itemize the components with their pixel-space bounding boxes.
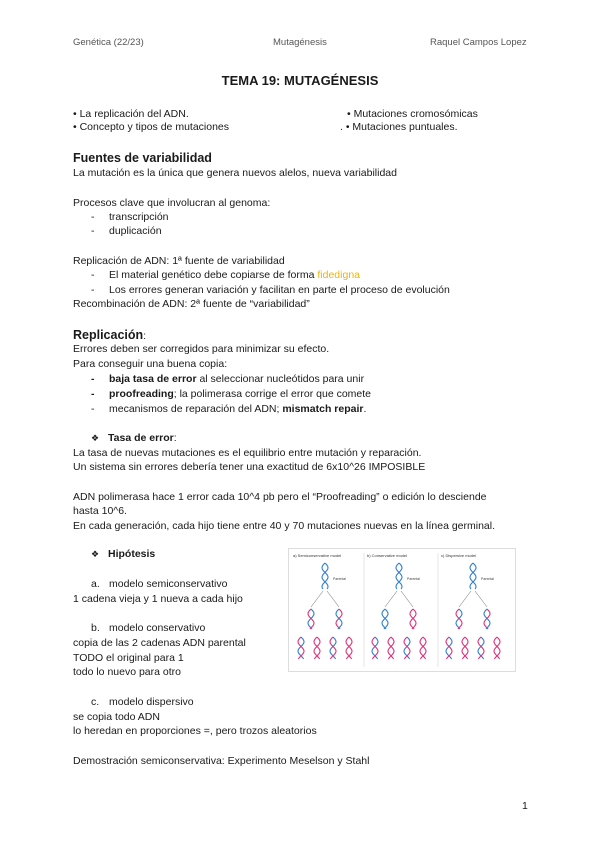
list-item: proofreading; la polimerasa corrige el error que comete xyxy=(109,388,372,400)
dna-helix-icon xyxy=(446,637,452,659)
paragraph: copia de las 2 cadenas ADN parental xyxy=(73,637,246,649)
dna-helix-icon xyxy=(314,637,320,659)
dash-bullet: - xyxy=(91,211,95,223)
paragraph: Recombinación de ADN: 2ª fuente de “variabilidad” xyxy=(73,298,310,310)
dna-helix-icon xyxy=(420,637,426,659)
dash-bullet: - xyxy=(91,388,95,400)
dna-helix-icon xyxy=(382,609,388,629)
dna-helix-icon xyxy=(494,637,500,659)
dna-helix-icon xyxy=(484,609,490,629)
diamond-bullet-icon: ❖ xyxy=(91,433,100,443)
subheading-hipotesis: Hipótesis xyxy=(108,548,156,560)
paragraph: 1 cadena vieja y 1 nueva a cada hijo xyxy=(73,593,243,605)
header-course: Genética (22/23) xyxy=(73,37,144,48)
toc-item: • La replicación del ADN. xyxy=(73,108,189,120)
page-number: 1 xyxy=(522,800,528,812)
header-topic: Mutagénesis xyxy=(273,37,327,48)
dna-helix-icon xyxy=(298,637,304,659)
panel-title: c) Dispersive model xyxy=(441,553,477,558)
panel-title: a) Semiconservative model xyxy=(293,553,342,558)
dash-bullet: - xyxy=(91,225,95,237)
dna-helix-icon xyxy=(462,637,468,659)
list-item: modelo conservativo xyxy=(109,622,206,634)
list-label: b. xyxy=(91,622,100,634)
list-item: modelo semiconservativo xyxy=(109,578,228,590)
list-item: transcripción xyxy=(109,211,169,223)
parental-label: Parental xyxy=(333,577,347,581)
list-label: c. xyxy=(91,696,100,708)
paragraph: Procesos clave que involucran al genoma: xyxy=(73,197,271,209)
paragraph: Un sistema sin errores debería tener una exactitud de 6x10^26 IMPOSIBLE xyxy=(73,461,426,473)
list-item: mecanismos de reparación del ADN; mismatch repair. xyxy=(109,403,367,415)
dna-helix-icon xyxy=(470,563,476,589)
paragraph: TODO el original para 1 xyxy=(73,652,184,664)
dna-models-illustration xyxy=(289,549,515,671)
dna-helix-icon xyxy=(456,609,462,629)
toc-item: • Concepto y tipos de mutaciones xyxy=(73,121,230,133)
panel-title: b) Conservative model xyxy=(367,553,408,558)
dna-helix-icon xyxy=(346,637,352,659)
list-item: Los errores generan variación y facilitan en parte el proceso de evolución xyxy=(109,284,450,296)
paragraph: lo heredan en proporciones =, pero trozos aleatorios xyxy=(73,725,317,737)
dna-helix-icon xyxy=(404,637,410,659)
parental-label: Parental xyxy=(407,577,421,581)
dash-bullet: - xyxy=(91,373,95,385)
paragraph: En cada generación, cada hijo tiene entre 40 y 70 mutaciones nuevas en la línea germinal. xyxy=(73,520,496,532)
replication-models-figure xyxy=(288,548,516,672)
toc-item: • Mutaciones cromosómicas xyxy=(347,108,478,120)
dna-helix-icon xyxy=(372,637,378,659)
paragraph: Demostración semiconservativa: Experimento Meselson y Stahl xyxy=(73,755,370,767)
highlight-text: fidedigna xyxy=(317,269,360,281)
dash-bullet: - xyxy=(91,269,95,281)
header-author: Raquel Campos Lopez xyxy=(430,37,527,48)
section-heading-replicacion: Replicación: xyxy=(73,328,147,342)
dna-helix-icon xyxy=(396,563,402,589)
diamond-bullet-icon: ❖ xyxy=(91,549,100,559)
list-item: El material genético debe copiarse de forma fidedigna xyxy=(109,269,360,281)
parental-label: Parental xyxy=(481,577,495,581)
dna-helix-icon xyxy=(336,609,342,629)
paragraph: hasta 10^6. xyxy=(73,505,127,517)
paragraph: Para conseguir una buena copia: xyxy=(73,358,228,370)
dna-helix-icon xyxy=(330,637,336,659)
dna-helix-icon xyxy=(388,637,394,659)
dash-bullet: - xyxy=(91,403,95,415)
section-heading-fuentes: Fuentes de variabilidad xyxy=(73,151,212,165)
list-item: duplicación xyxy=(109,225,162,237)
dna-helix-icon xyxy=(478,637,484,659)
dna-helix-icon xyxy=(322,563,328,589)
paragraph: ADN polimerasa hace 1 error cada 10^4 pb pero el “Proofreading” o edición lo desciende xyxy=(73,491,487,503)
subheading-tasa: Tasa de error: xyxy=(108,432,177,444)
list-item: baja tasa de error al seleccionar nucleótidos para unir xyxy=(109,373,365,385)
page-title: TEMA 19: MUTAGÉNESIS xyxy=(221,73,379,88)
list-label: a. xyxy=(91,578,100,590)
paragraph: todo lo nuevo para otro xyxy=(73,666,181,678)
dna-helix-icon xyxy=(410,609,416,629)
paragraph: La tasa de nuevas mutaciones es el equilibrio entre mutación y reparación. xyxy=(73,447,422,459)
dna-helix-icon xyxy=(308,609,314,629)
paragraph: Replicación de ADN: 1ª fuente de variabilidad xyxy=(73,255,285,267)
paragraph: Errores deben ser corregidos para minimizar su efecto. xyxy=(73,343,330,355)
toc-item: . • Mutaciones puntuales. xyxy=(340,121,458,133)
list-item: modelo dispersivo xyxy=(109,696,194,708)
paragraph: se copia todo ADN xyxy=(73,711,160,723)
dash-bullet: - xyxy=(91,284,95,296)
paragraph: La mutación es la única que genera nuevos alelos, nueva variabilidad xyxy=(73,167,397,179)
